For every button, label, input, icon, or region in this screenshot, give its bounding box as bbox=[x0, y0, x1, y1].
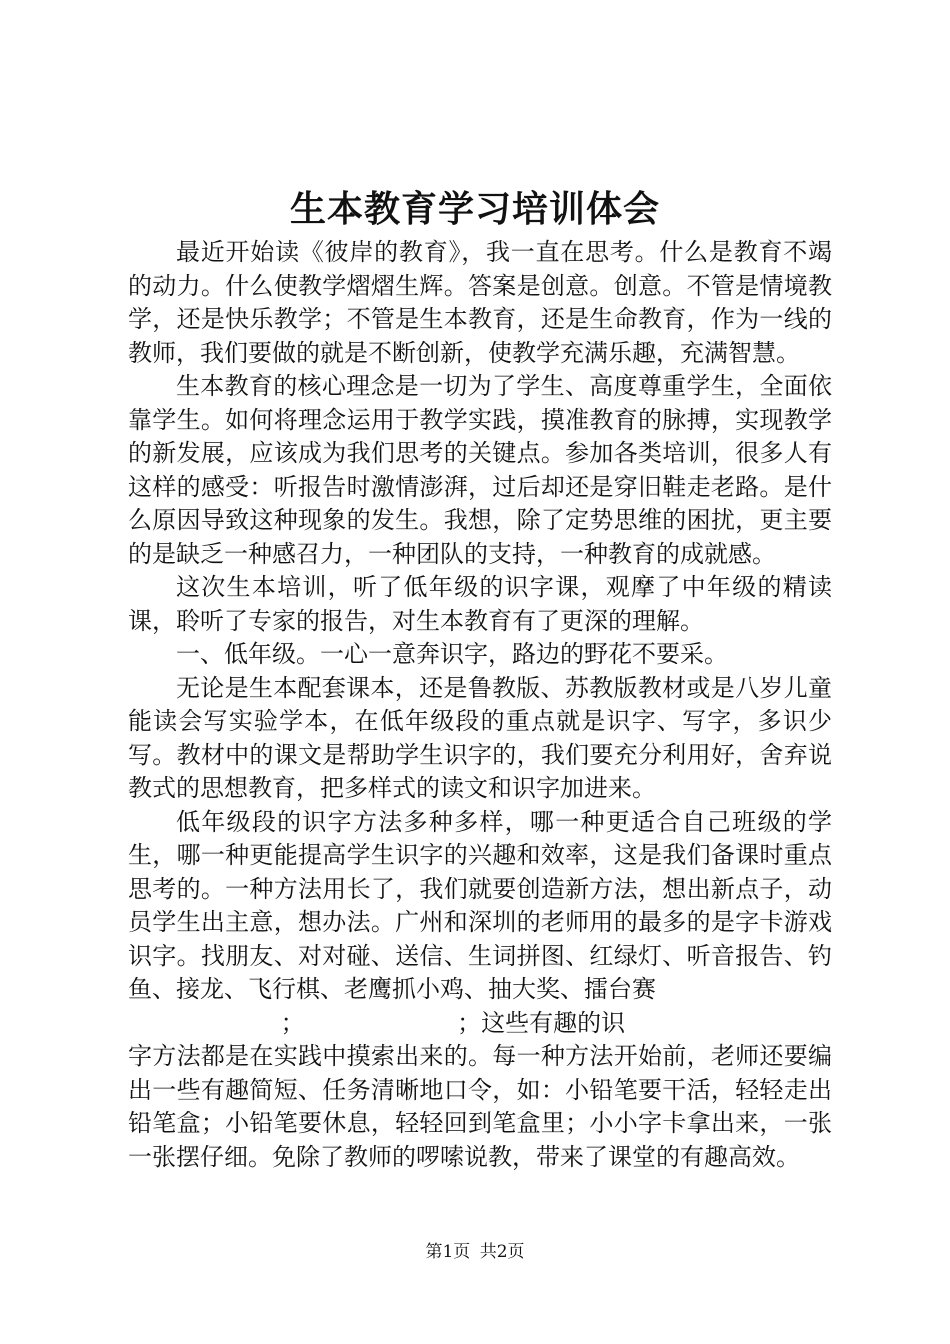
paragraph-5-gap-line: ； ；这些有趣的识 bbox=[128, 1008, 626, 1037]
page-total: 共2页 bbox=[479, 1242, 525, 1262]
document-title: 生本教育学习培训体会 bbox=[289, 188, 660, 230]
paragraph-4: 无论是生本配套课本，还是鲁教版、苏教版教材或是八岁儿童能读会写实验学本，在低年级段的重点就是识字、写字，多识少写。教材中的课文是帮助学生识字的，我们要充分利用好，舍弃说教式的思想教育，把多样式的读文和识字加进来。 bbox=[128, 673, 832, 802]
paragraph-5-continued: 字方法都是在实践中摸索出来的。每一种方法开始前，老师还要编出一些有趣简短、任务清晰地口令，如：小铅笔要干活，轻轻走出铅笔盒；小铅笔要休息，轻轻回到笔盒里；小小字卡拿出来，一张一张摆仔细。免除了教师的啰嗦说教，带来了课堂的有趣高效。 bbox=[128, 1042, 832, 1171]
paragraph-3: 这次生本培训，听了低年级的识字课，观摩了中年级的精读课，聆听了专家的报告，对生本教育有了更深的理解。 bbox=[128, 573, 832, 635]
document-body bbox=[128, 236, 832, 1174]
paragraph-2: 生本教育的核心理念是一切为了学生、高度尊重学生，全面依靠学生。如何将理念运用于教学实践，摸准教育的脉搏，实现教学的新发展，应该成为我们思考的关键点。参加各类培训，很多人有这样的感受：听报告时激情澎湃，过后却还是穿旧鞋走老路。是什么原因导致这种现象的发生。我想，除了定势思维的困扰，更主要的是缺乏一种感召力，一种团队的支持，一种教育的成就感。 bbox=[128, 372, 832, 568]
page-footer bbox=[0, 1241, 950, 1263]
section-heading-1: 一、低年级。一心一意奔识字，路边的野花不要采。 bbox=[176, 640, 728, 668]
paragraph-1: 最近开始读《彼岸的教育》，我一直在思考。什么是教育不竭的动力。什么使教学熠熠生辉。答案是创意。创意。不管是情境教学，还是快乐教学；不管是生本教育，还是生命教育，作为一线的教师，我们要做的就是不断创新，使教学充满乐趣，充满智慧。 bbox=[128, 238, 832, 367]
page-number: 第1页 bbox=[425, 1242, 471, 1262]
paragraph-5: 低年级段的识字方法多种多样，哪一种更适合自己班级的学生，哪一种更能提高学生识字的兴趣和效率，这是我们备课时重点思考的。一种方法用长了，我们就要创造新方法，想出新点子，动员学生出主意，想办法。广州和深圳的老师用的最多的是字卡游戏识字。找朋友、对对碰、送信、生词拼图、红绿灯、听音报告、钓鱼、接龙、飞行棋、老鹰抓小鸡、抽大奖、擂台赛 bbox=[128, 807, 832, 1003]
